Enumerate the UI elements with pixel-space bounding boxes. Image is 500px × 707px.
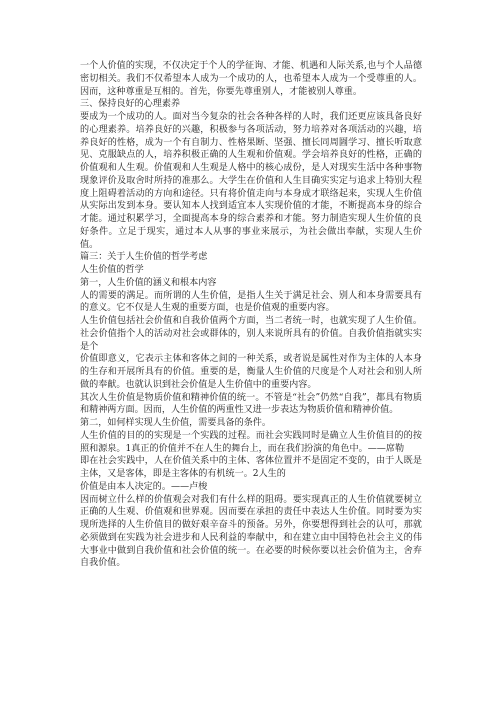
- section-heading-meaning: 第一，人生价值的涵义和根本内容: [80, 277, 217, 288]
- paragraph-mental-quality: 要成为一个成功的人。面对当今复杂的社会各种各样的人时，我们还更应该具备良好的心理素养。培养良好的兴趣，积极参与各项活动，努力培养对各项活动的兴趣，培养良好的性格，成为一个有自制力、性格果断、坚强、擅长同周圌学习、擅长听取意见、克服缺点的人，培养积极正确的人生观和价值观。学会培养良好的性格，正确的价值观和人生观。价值观和人生观是人格中的核心成份，是人对现实生活中各种事物现象评价及取舍时所持的准那么。大学生在价值和人生目确实实定与追求上特别大程度上阻碍着活动的方向和途径。只有将价值走向与本身成才联络起来，实现人生价值从实际出发到本身。要认知本人找到适宜本人实现价值的才能，不断提高本身的综合才能。通过积累学习，全面提高本身的综合素养和才能。努力制造实现人生价值的良好条件。立足于现实，通过本人从事的事业来展示，为社会做出奉献，实现人生价值。: [80, 112, 422, 250]
- paragraph-conclusion: 因而树立什么样的价值观会对我们有什么样的阻碍。要实现真正的人生价值就要树立正确的人生观、价值观和世界观。因而要在承担的责任中表达人生价值。同时要为实现所选择的人生价值目的做好艰辛奋斗的预备。另外，你要想得到社会的认可，那就必须做到在实践为社会进步和人民利益的奉献中，和在建立由中国特色社会主义的伟大事业中做到自我价值和社会价值的统一。在必要的时候你要以社会价值为主，舍弃自我价值。: [80, 494, 422, 569]
- paragraph-needs: 人的需要的满足。而所谓的人生价值，是指人生关于满足社会、别人和本身需要具有的意义。它不仅是人生观的重要方面，也是价值观的重要内容。: [80, 290, 422, 314]
- quote-rousseau: 价值是由本人决定的。——卢梭: [80, 481, 208, 492]
- section-heading-how-to-realize: 第二，如何样实现人生价值，需要具备的条件。: [80, 418, 271, 428]
- paragraph-social-self-value: 人生价值包括社会价值和自我价值两个方面，当二者统一时，也就实现了人生价值。社会价值指个人的活动对社会或群体的，别人来说所具有的价值。自我价值指就实实是个: [80, 316, 422, 352]
- article-subtitle: 人生价值的哲学: [80, 265, 144, 275]
- paragraph-personal-value: 一个人价值的实现，不仅决定于个人的学征询、才能、机遇和人际关系,也与个人品德密切相关。我们不仅希望本人成为一个成功的人，也希望本人成为一个受尊重的人。因而，这种尊重是互相的。首先，你要先尊重别人，才能被别人尊重。: [80, 61, 422, 97]
- article-title: 篇三：关于人生价值的哲学考虑: [80, 252, 208, 263]
- paragraph-practice-schiller: 人生价值的目的的实现是一个实践的过程。而社会实践同时是确立人生价值目的的按照和源泉。1真正的价值并不在人生的舞台上，而在我们扮演的角色中。——席勒: [80, 430, 422, 454]
- paragraph-material-spiritual: 其次人生价值是物质价值和精神价值的统一。不管是“社会”仍然“自我”，都具有物质和精神两方面。因而，人生价值的两重性又进一步表达为物质价值和精神价值。: [80, 392, 422, 416]
- paragraph-subject-object: 即在社会实践中，人在价值关系中的主体、客体位置并不是固定不变的，由于人既是主体，又是客体，即是主客体的有机统一。2人生的: [80, 456, 422, 479]
- document-page: [80, 60, 422, 570]
- paragraph-value-meaning: 价值即意义，它表示主体和客体之间的一种关系，或者说是属性对作为主体的人本身的生存和开展所具有的价值。重要的是，衡量人生价值的尺度是个人对社会和别人所做的奉献。也就认识到社会价值是人生价值中的重要内容。: [80, 354, 422, 390]
- section-heading-mental-quality: 三、保持良好的心理素养: [80, 99, 181, 110]
